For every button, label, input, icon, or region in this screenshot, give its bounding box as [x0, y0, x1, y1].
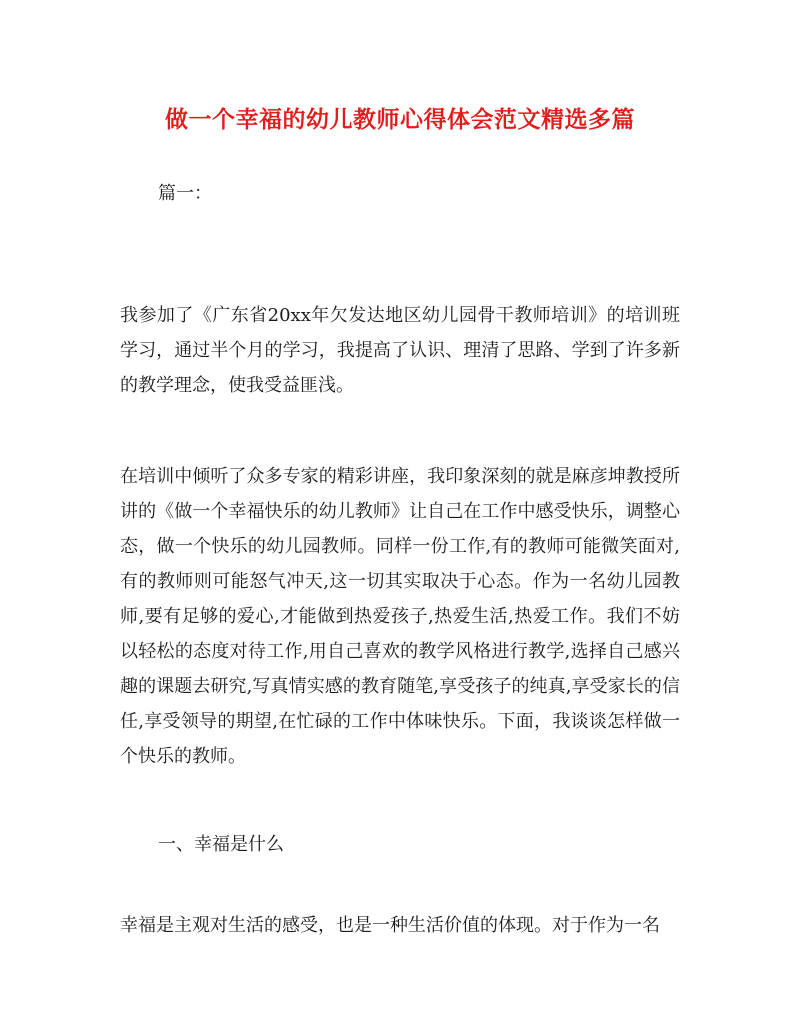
subheading-what-is-happiness: 一、幸福是什么	[158, 834, 284, 855]
document-title: 做一个幸福的幼儿教师心得体会范文精选多篇	[165, 106, 635, 133]
paragraph-1: 我参加了《广东省20xx年欠发达地区幼儿园骨干教师培训》的培训班学习，通过半个月的学习，我提高了认识、理清了思路、学到了许多新的教学理念，使我受益匪浅。	[120, 305, 680, 396]
section-label: 篇一：	[158, 183, 212, 204]
paragraph-3: 幸福是主观对生活的感受，也是一种生活价值的体现。对于作为一名	[120, 915, 660, 936]
paragraph-2: 在培训中倾听了众多专家的精彩讲座，我印象深刻的就是麻彦坤教授所讲的《做一个幸福快乐的幼儿教师》让自己在工作中感受快乐，调整心态，做一个快乐的幼儿园教师。同样一份工作,有的教师可能微笑面对,有的教师则可能怒气冲天,这一切其实取决于心态。作为一名幼儿园教师,要有足够的爱心,才能做到热爱孩子,热爱生活,热爱工作。我们不妨以轻松的态度对待工作,用自己喜欢的教学风格进行教学,选择自己感兴趣的课题去研究,写真情实感的教育随笔,享受孩子的纯真,享受家长的信任,享受领导的期望,在忙碌的工作中体味快乐。下面，我谈谈怎样做一个快乐的教师。	[120, 466, 680, 767]
